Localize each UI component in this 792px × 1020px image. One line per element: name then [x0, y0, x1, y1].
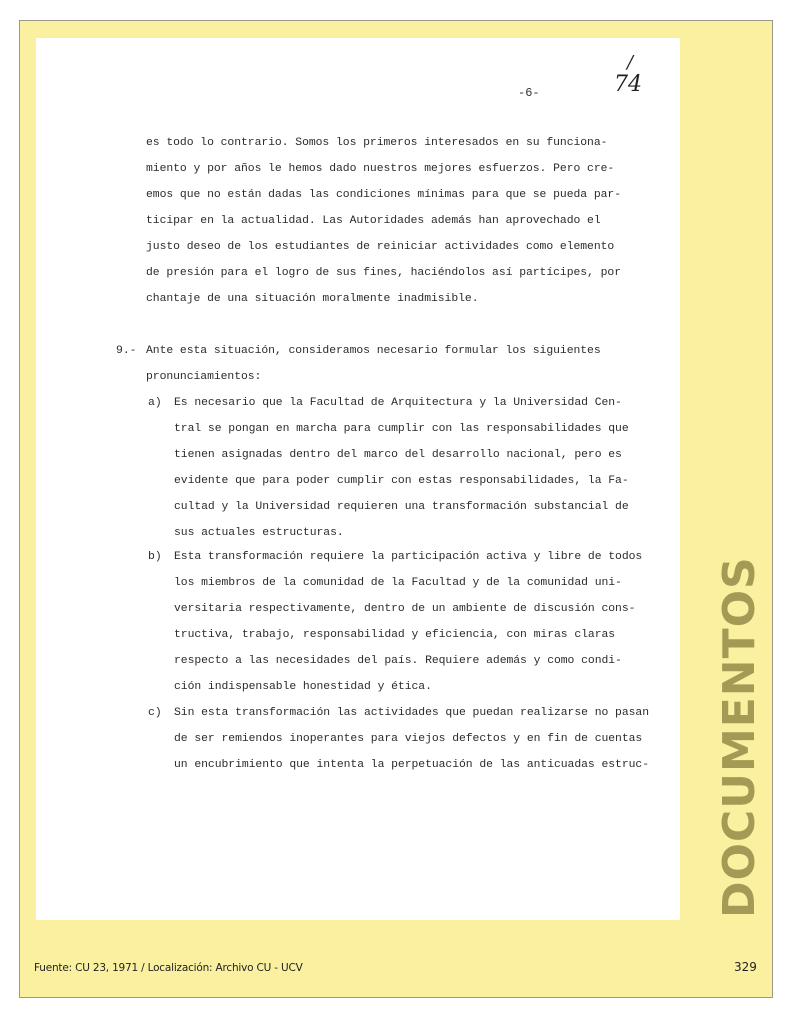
section-title-vertical: DOCUMENTOS: [714, 556, 765, 918]
text-line: es todo lo contrario. Somos los primeros interesados en su funciona-: [146, 137, 608, 149]
text-line: ción indispensable honestidad y ética.: [174, 681, 432, 693]
section-number: 9.-: [116, 345, 137, 357]
text-line: cultad y la Universidad requieren una transformación substancial de: [174, 501, 629, 513]
handwritten-folio: [614, 52, 642, 96]
handwritten-folio-mark: /: [626, 52, 634, 73]
text-line: los miembros de la comunidad de la Facultad y de la comunidad uni-: [174, 577, 622, 589]
item-marker: c): [148, 707, 162, 719]
text-line: Sin esta transformación las actividades que puedan realizarse no pasan: [174, 707, 649, 719]
text-line: evidente que para poder cumplir con estas responsabilidades, la Fa-: [174, 475, 629, 487]
text-line: tienen asignadas dentro del marco del desarrollo nacional, pero es: [174, 449, 622, 461]
text-line: tructiva, trabajo, responsabilidad y eficiencia, con miras claras: [174, 629, 616, 641]
text-line: versitaria respectivamente, dentro de un ambiente de discusión cons-: [174, 603, 636, 615]
text-line: de presión para el logro de sus fines, haciéndolos así partícipes, por: [146, 267, 621, 279]
text-line: tral se pongan en marcha para cumplir con las responsabilidades que: [174, 423, 629, 435]
text-line: chantaje de una situación moralmente inadmisible.: [146, 293, 479, 305]
item-marker: b): [148, 551, 162, 563]
footer-source: Fuente: CU 23, 1971 / Localización: Archivo CU - UCV: [34, 962, 303, 974]
text-line: ticipar en la actualidad. Las Autoridades además han aprovechado el: [146, 215, 601, 227]
item-marker: a): [148, 397, 162, 409]
text-line: pronunciamientos:: [146, 371, 262, 383]
text-line: sus actuales estructuras.: [174, 527, 344, 539]
text-line: emos que no están dadas las condiciones mínimas para que se pueda par-: [146, 189, 621, 201]
text-line: respecto a las necesidades del país. Requiere además y como condi-: [174, 655, 622, 667]
text-line: justo deseo de los estudiantes de reiniciar actividades como elemento: [146, 241, 615, 253]
document-page-number: -6-: [518, 86, 540, 100]
text-line: Ante esta situación, consideramos necesario formular los siguientes: [146, 345, 601, 357]
text-line: Es necesario que la Facultad de Arquitectura y la Universidad Cen-: [174, 397, 622, 409]
footer-page-number: 329: [734, 960, 757, 974]
handwritten-folio-number: 74: [614, 72, 642, 97]
text-line: Esta transformación requiere la participación activa y libre de todos: [174, 551, 643, 563]
text-line: miento y por años le hemos dado nuestros mejores esfuerzos. Pero cre-: [146, 163, 615, 175]
text-line: un encubrimiento que intenta la perpetuación de las anticuadas estruc-: [174, 759, 649, 771]
text-line: de ser remiendos inoperantes para viejos defectos y en fin de cuentas: [174, 733, 643, 745]
